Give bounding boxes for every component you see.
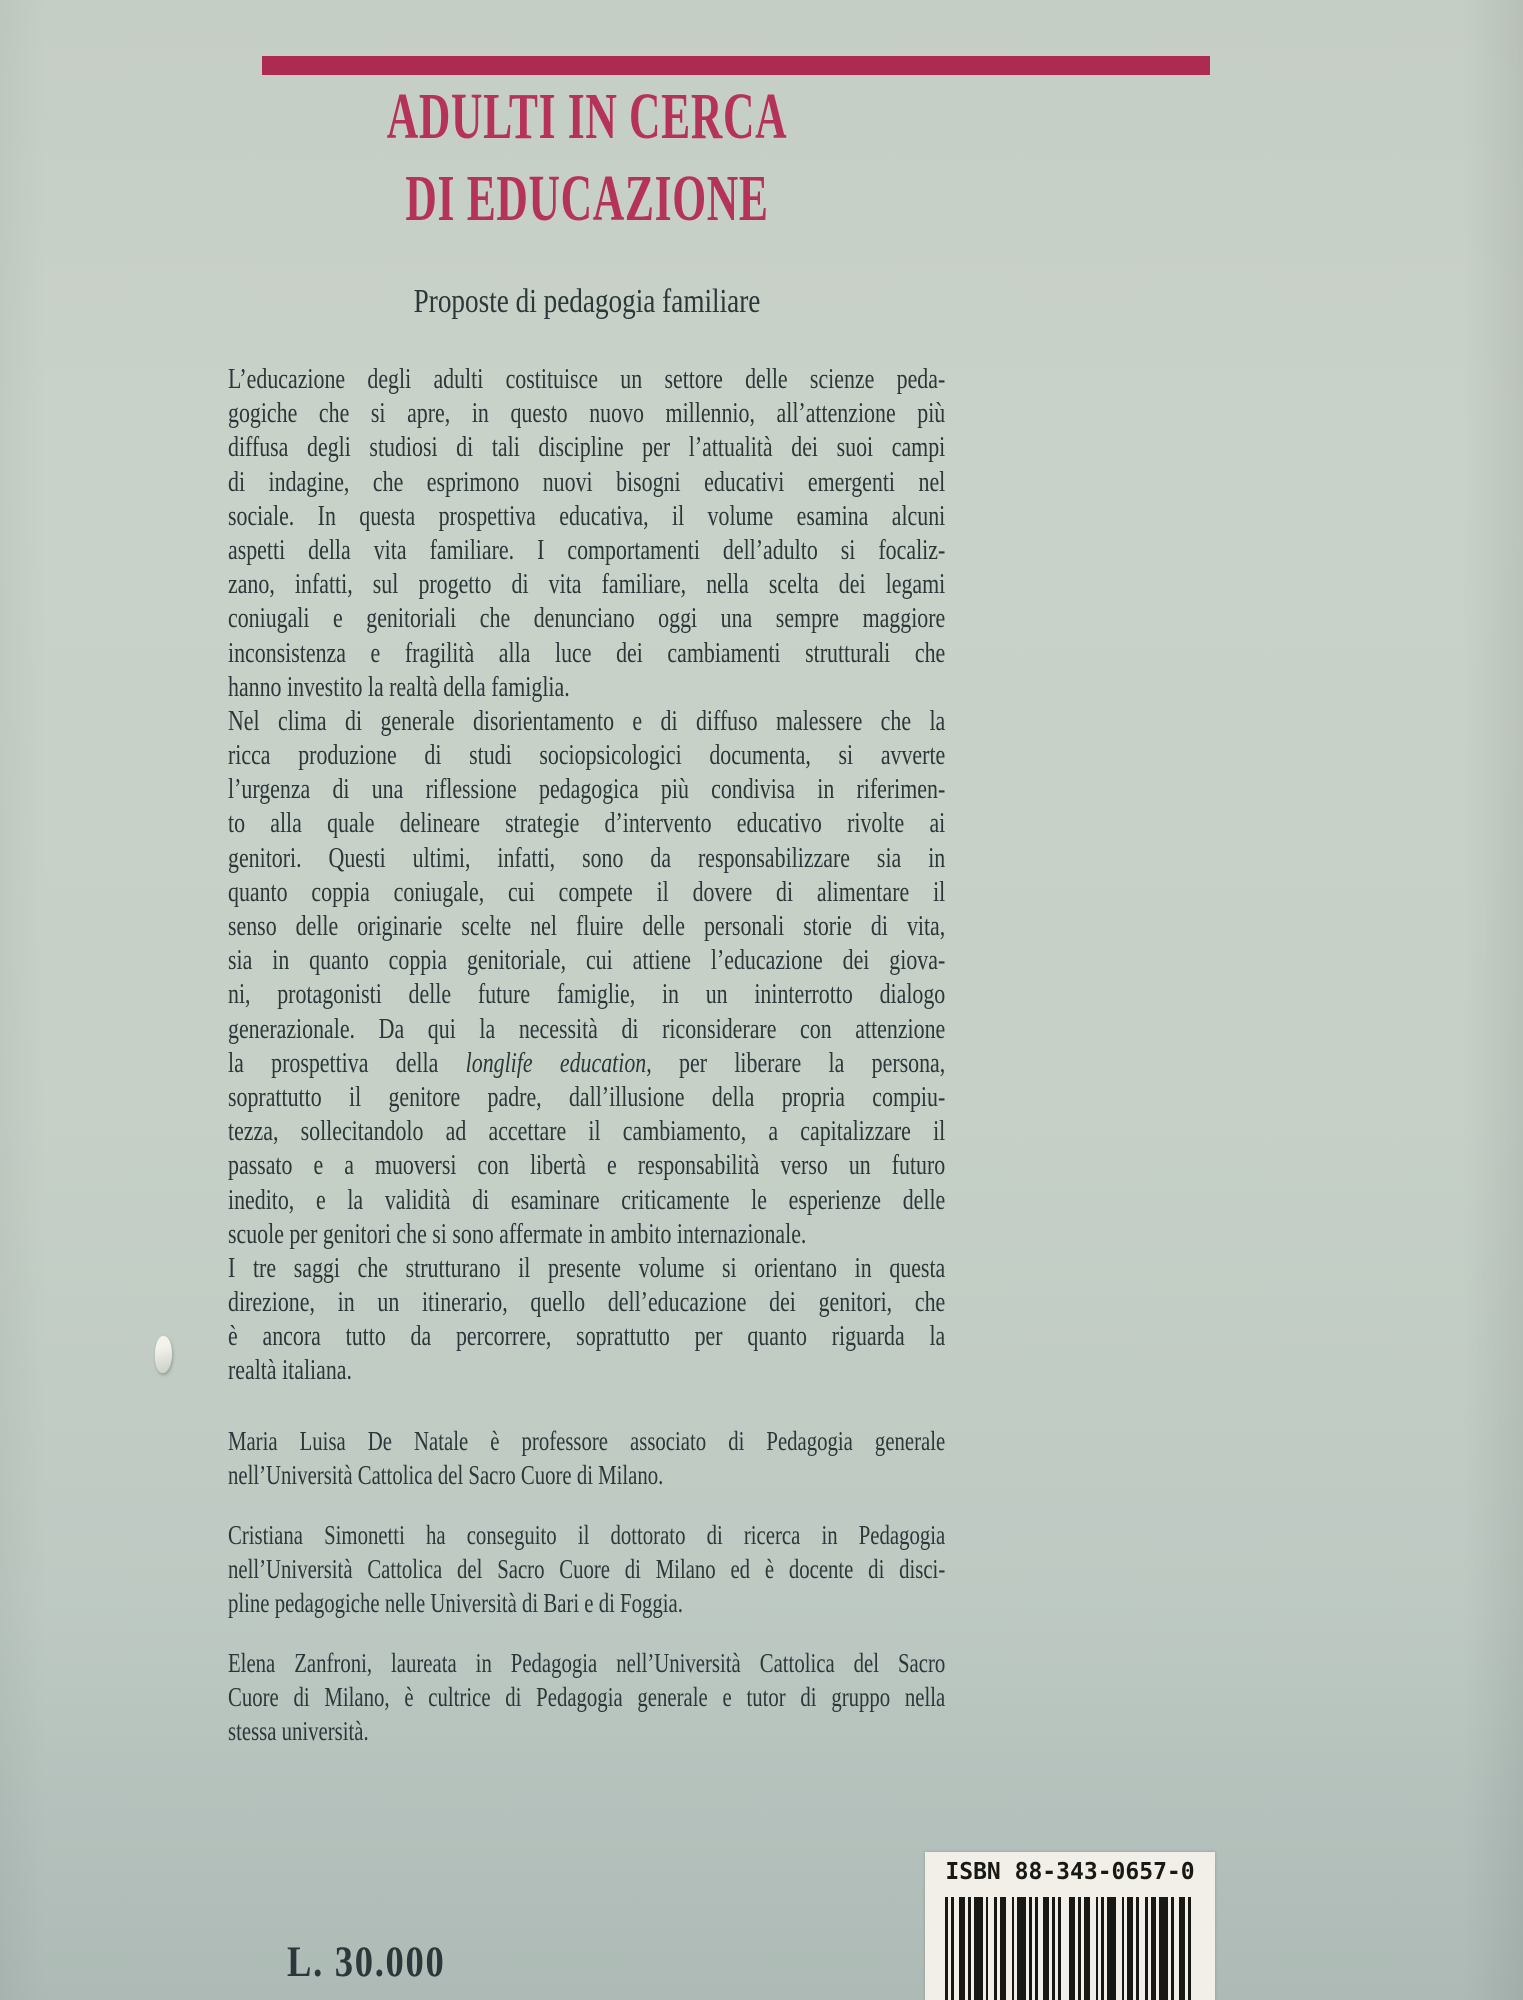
isbn-label xyxy=(925,1852,1215,2000)
text-line: direzione, in un itinerario, quello dell’educazione dei genitori, che xyxy=(228,1286,946,1319)
barcode-bar xyxy=(1127,1897,1133,2000)
barcode-bar xyxy=(1179,1897,1185,2000)
barcode-bar xyxy=(974,1897,983,2000)
text-line: l’urgenza di una riflessione pedagogica più condivisa in riferimen- xyxy=(228,773,946,806)
text-line: diffusa degli studiosi di tali discipline per l’attualità dei suoi campi xyxy=(228,431,946,464)
text-line: stessa università. xyxy=(228,1715,369,1746)
barcode-bar xyxy=(1171,1897,1174,2000)
book-title-line2: DI EDUCAZIONE xyxy=(405,162,769,235)
text-line: soprattutto il genitore padre, dall’illusione della propria compiu- xyxy=(228,1080,946,1113)
text-line: generazionale. Da qui la necessità di riconsiderare con attenzione xyxy=(228,1012,946,1045)
title-rule xyxy=(262,56,1210,75)
text-line: Nel clima di generale disorientamento e di diffuso malessere che la xyxy=(228,704,946,737)
text-line: senso delle originarie scelte nel fluire delle personali storie di vita, xyxy=(228,910,946,942)
barcode-bar xyxy=(986,1897,989,2000)
barcode-bar xyxy=(1096,1897,1099,2000)
barcode-bar xyxy=(968,1897,971,2000)
author-bios xyxy=(228,1424,945,1748)
text-line: di indagine, che esprimono nuovi bisogni educativi emergenti nel xyxy=(228,465,946,498)
text-line: quanto coppia coniugale, cui compete il dovere di alimentare il xyxy=(228,875,946,908)
text-line: ricca produzione di studi sociopsicologici documenta, si avverte xyxy=(228,739,946,772)
text-line: inedito, e la validità di esaminare criticamente le esperienze delle xyxy=(228,1183,946,1216)
barcode-bar xyxy=(1012,1897,1015,2000)
barcode-bar xyxy=(959,1897,965,2000)
text-line: è ancora tutto da percorrere, soprattutto per quanto riguarda la xyxy=(228,1320,946,1353)
barcode-bar xyxy=(1188,1897,1191,2000)
barcode-bar xyxy=(1043,1897,1049,2000)
text-line: tezza, sollecitandolo ad accettare il cambiamento, a capitalizzare il xyxy=(228,1115,946,1148)
text-line: zano, infatti, sul progetto di vita familiare, nella scelta dei legami xyxy=(228,568,946,601)
text-line: nell’Università Cattolica del Sacro Cuore di Milano. xyxy=(228,1459,664,1490)
text-line: genitori. Questi ultimi, infatti, sono da responsabilizzare sia in xyxy=(228,841,946,874)
barcode-bar xyxy=(1000,1897,1006,2000)
barcode-bar xyxy=(1122,1897,1125,2000)
text-line: sia in quanto coppia genitoriale, cui attiene l’educazione dei giova- xyxy=(228,944,946,977)
text-line: pline pedagogiche nelle Università di Bari e di Foggia. xyxy=(228,1587,683,1618)
text-line: realtà italiana. xyxy=(228,1354,352,1387)
paragraph xyxy=(228,1424,945,1492)
barcode-bar xyxy=(1078,1897,1081,2000)
text-line: to alla quale delineare strategie d’intervento educativo rivolte ai xyxy=(228,807,946,840)
paragraph xyxy=(228,1646,945,1748)
barcode-bar xyxy=(951,1897,954,2000)
text-line: coniugali e genitoriali che denunciano oggi una sempre maggiore xyxy=(228,602,946,635)
paragraph xyxy=(228,704,945,1251)
text-line: la prospettiva della longlife education, per liberare la persona, xyxy=(228,1046,946,1079)
text-line: gogiche che si apre, in questo nuovo millennio, all’attenzione più xyxy=(228,397,946,430)
text-line: aspetti della vita familiare. I comportamenti dell’adulto si focaliz- xyxy=(228,533,946,566)
book-subtitle: Proposte di pedagogia familiare xyxy=(413,283,761,320)
isbn-text: ISBN 88-343-0657-0 xyxy=(945,1859,1195,1885)
barcode xyxy=(945,1897,1191,2000)
text-line: nell’Università Cattolica del Sacro Cuore di Milano ed è docente di disci- xyxy=(228,1553,946,1584)
text-line: ni, protagonisti delle future famiglie, in un ininterrotto dialogo xyxy=(228,978,946,1011)
barcode-bar xyxy=(1145,1897,1148,2000)
paragraph xyxy=(228,1251,945,1388)
barcode-bar xyxy=(1084,1897,1090,2000)
barcode-bar xyxy=(1107,1897,1116,2000)
barcode-bar xyxy=(1151,1897,1157,2000)
book-title xyxy=(387,76,787,240)
scan-artifact xyxy=(154,1336,173,1374)
barcode-bar xyxy=(945,1897,948,2000)
barcode-bar xyxy=(1035,1897,1038,2000)
text-line: hanno investito la realtà della famiglia. xyxy=(228,670,570,703)
barcode-bar xyxy=(1069,1897,1075,2000)
barcode-bar xyxy=(1159,1897,1168,2000)
barcode-bar xyxy=(1052,1897,1055,2000)
text-line: Cuore di Milano, è cultrice di Pedagogia generale e tutor di gruppo nella xyxy=(228,1681,946,1712)
text-line: Maria Luisa De Natale è professore associato di Pedagogia generale xyxy=(228,1425,946,1456)
book-title-line1: ADULTI IN CERCA xyxy=(386,80,788,153)
paragraph xyxy=(228,362,945,704)
text-line: I tre saggi che strutturano il presente volume si orientano in questa xyxy=(228,1251,946,1284)
back-cover-blurb xyxy=(228,362,945,1388)
text-line: passato e a muoversi con libertà e responsabilità verso un futuro xyxy=(228,1149,946,1182)
barcode-bar xyxy=(1136,1897,1139,2000)
text-line: Elena Zanfroni, laureata in Pedagogia nell’Università Cattolica del Sacro xyxy=(228,1647,946,1678)
barcode-bar xyxy=(1101,1897,1104,2000)
text-line: sociale. In questa prospettiva educativa, il volume esamina alcuni xyxy=(228,499,946,532)
barcode-bar xyxy=(994,1897,997,2000)
barcode-bar xyxy=(1029,1897,1032,2000)
paragraph xyxy=(228,1518,945,1620)
barcode-bar xyxy=(1058,1897,1061,2000)
barcode-bar xyxy=(1017,1897,1026,2000)
text-line: Cristiana Simonetti ha conseguito il dottorato di ricerca in Pedagogia xyxy=(228,1519,946,1550)
price: L. 30.000 xyxy=(287,1939,446,1986)
text-line: inconsistenza e fragilità alla luce dei cambiamenti strutturali che xyxy=(228,636,946,669)
text-line: L’educazione degli adulti costituisce un settore delle scienze peda- xyxy=(228,363,946,395)
text-line: scuole per genitori che si sono affermate in ambito internazionale. xyxy=(228,1217,807,1250)
